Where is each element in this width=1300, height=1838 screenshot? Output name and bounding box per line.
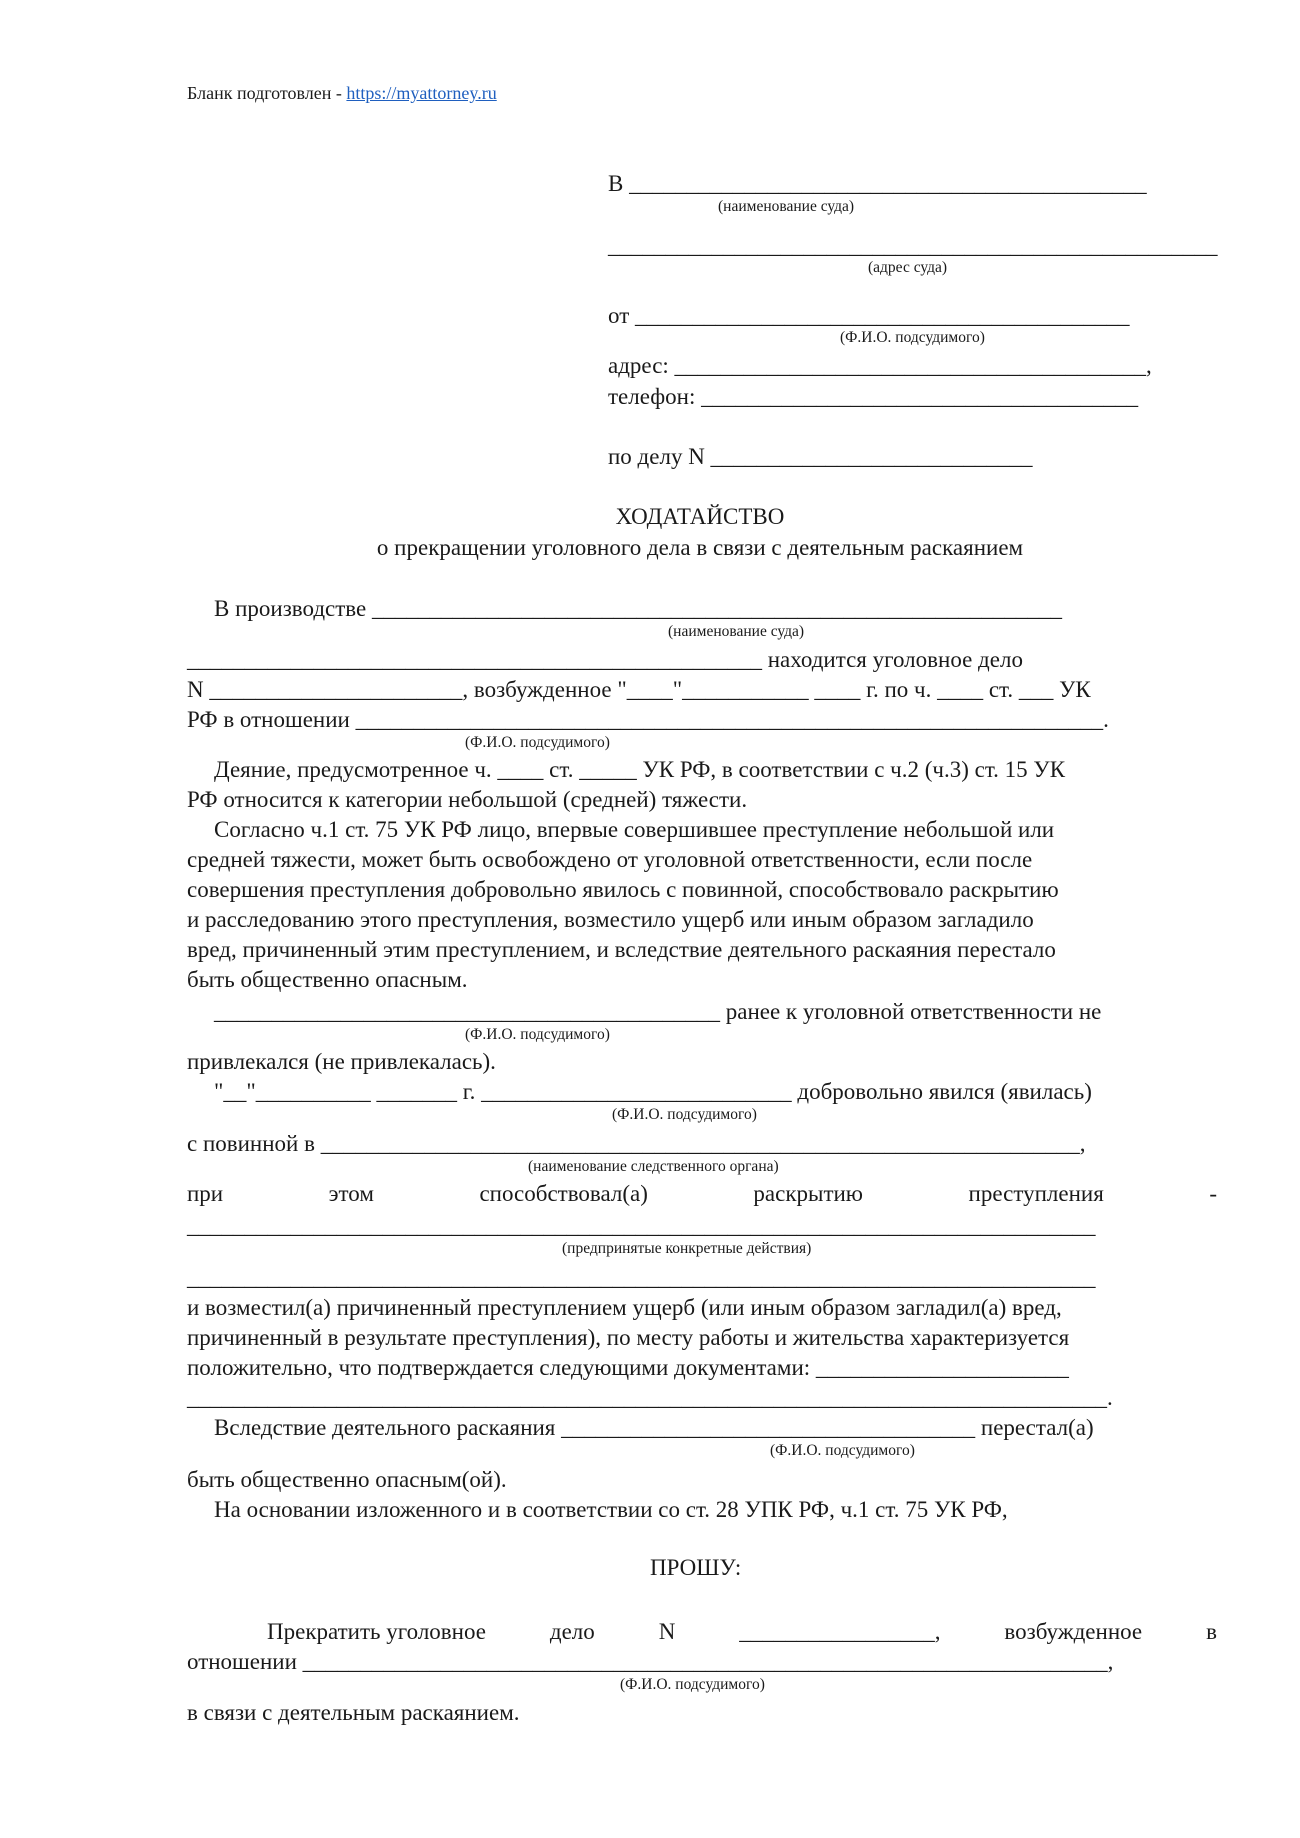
word: этом bbox=[328, 1181, 374, 1206]
body-line: РФ относится к категории небольшой (средней) тяжести. bbox=[187, 787, 748, 812]
source-link[interactable]: https://myattorney.ru bbox=[346, 83, 497, 103]
body-line: положительно, что подтверждается следующими документами: ______________________ bbox=[187, 1355, 1069, 1380]
body-line: В производстве ____________________________________________________________ bbox=[214, 596, 1062, 621]
request-line: отношении ______________________________________________________________________, bbox=[187, 1649, 1114, 1674]
word: дело bbox=[549, 1619, 595, 1644]
applicant-phone-line: телефон: ______________________________________ bbox=[608, 384, 1139, 409]
court-name-caption: (наименование суда) bbox=[718, 198, 855, 215]
word: _________________, bbox=[739, 1619, 941, 1644]
word: при bbox=[187, 1181, 224, 1206]
field-caption: (предпринятые конкретные действия) bbox=[562, 1240, 812, 1257]
body-line: "__"__________ _______ г. ___________________________ добровольно явился (явилась) bbox=[214, 1079, 1092, 1104]
word: раскрытию bbox=[753, 1181, 863, 1206]
body-line: причиненный в результате преступления), по месту работы и жительства характеризуется bbox=[187, 1325, 1070, 1350]
body-line: _______________________________________________________________________________ bbox=[187, 1213, 1096, 1238]
word: N bbox=[658, 1619, 676, 1644]
word: - bbox=[1209, 1181, 1217, 1206]
case-number-line: по делу N ____________________________ bbox=[608, 444, 1033, 469]
body-line: Согласно ч.1 ст. 75 УК РФ лицо, впервые совершившее преступление небольшой или bbox=[214, 817, 1055, 842]
body-line: с повинной в __________________________________________________________________, bbox=[187, 1131, 1086, 1156]
field-caption: (Ф.И.О. подсудимого) bbox=[620, 1676, 765, 1693]
applicant-address-line: адрес: _________________________________________, bbox=[608, 353, 1152, 378]
body-line: N ______________________, возбужденное "____"___________ ____ г. по ч. ____ ст. ___ УК bbox=[187, 677, 1091, 702]
body-line: вред, причиненный этим преступлением, и вследствие деятельного раскаяния перестало bbox=[187, 937, 1056, 962]
body-line: быть общественно опасным(ой). bbox=[187, 1467, 507, 1492]
body-line: Вследствие деятельного раскаяния ____________________________________ перестал(а) bbox=[214, 1415, 1094, 1440]
body-line: ____________________________________________ ранее к уголовной ответственности не bbox=[214, 999, 1102, 1024]
body-line: __________________________________________________ находится уголовное дело bbox=[187, 647, 1023, 672]
body-line: привлекался (не привлекалась). bbox=[187, 1049, 496, 1074]
request-heading: ПРОШУ: bbox=[650, 1555, 742, 1580]
word: Прекратить уголовное bbox=[267, 1619, 486, 1644]
court-address-caption: (адрес суда) bbox=[868, 259, 948, 276]
body-line: быть общественно опасным. bbox=[187, 967, 468, 992]
field-caption: (Ф.И.О. подсудимого) bbox=[465, 734, 610, 751]
body-line-justified bbox=[187, 1182, 1217, 1205]
field-caption: (наименование следственного органа) bbox=[528, 1158, 779, 1175]
field-caption: (наименование суда) bbox=[668, 623, 805, 640]
word: способствовал(а) bbox=[479, 1181, 648, 1206]
body-line: ________________________________________________________________________________. bbox=[187, 1385, 1113, 1410]
body-line: РФ в отношении _________________________________________________________________. bbox=[187, 707, 1109, 732]
request-line: в связи с деятельным раскаянием. bbox=[187, 1700, 520, 1725]
field-caption: (Ф.И.О. подсудимого) bbox=[465, 1026, 610, 1043]
prepared-by-label: Бланк подготовлен - bbox=[187, 83, 347, 103]
request-line-justified bbox=[267, 1620, 1217, 1643]
document-title: ХОДАТАЙСТВО bbox=[615, 504, 785, 529]
word: преступления bbox=[968, 1181, 1104, 1206]
body-line: и возместил(а) причиненный преступлением ущерб (или иным образом загладил(а) вред, bbox=[187, 1295, 1062, 1320]
field-caption: (Ф.И.О. подсудимого) bbox=[770, 1442, 915, 1459]
from-line: от ___________________________________________ bbox=[608, 303, 1130, 328]
field-caption: (Ф.И.О. подсудимого) bbox=[612, 1106, 757, 1123]
body-line: На основании изложенного и в соответствии со ст. 28 УПК РФ, ч.1 ст. 75 УК РФ, bbox=[214, 1497, 1008, 1522]
court-address-line: _____________________________________________________ bbox=[608, 233, 1218, 258]
body-line: Деяние, предусмотренное ч. ____ ст. _____ УК РФ, в соответствии с ч.2 (ч.3) ст. 15 УК bbox=[214, 757, 1066, 782]
body-line: и расследованию этого преступления, возместило ущерб или иным образом загладило bbox=[187, 907, 1034, 932]
body-line: совершения преступления добровольно явилось с повинной, способствовало раскрытию bbox=[187, 877, 1059, 902]
from-caption: (Ф.И.О. подсудимого) bbox=[840, 329, 985, 346]
prepared-by-note bbox=[187, 84, 497, 102]
word: в bbox=[1206, 1619, 1217, 1644]
court-name-line: В _____________________________________________ bbox=[608, 171, 1147, 196]
body-line: средней тяжести, может быть освобождено от уголовной ответственности, если после bbox=[187, 847, 1033, 872]
document-subtitle: о прекращении уголовного дела в связи с деятельным раскаянием bbox=[376, 535, 1024, 560]
word: возбужденное bbox=[1004, 1619, 1143, 1644]
body-line: _______________________________________________________________________________ bbox=[187, 1265, 1096, 1290]
